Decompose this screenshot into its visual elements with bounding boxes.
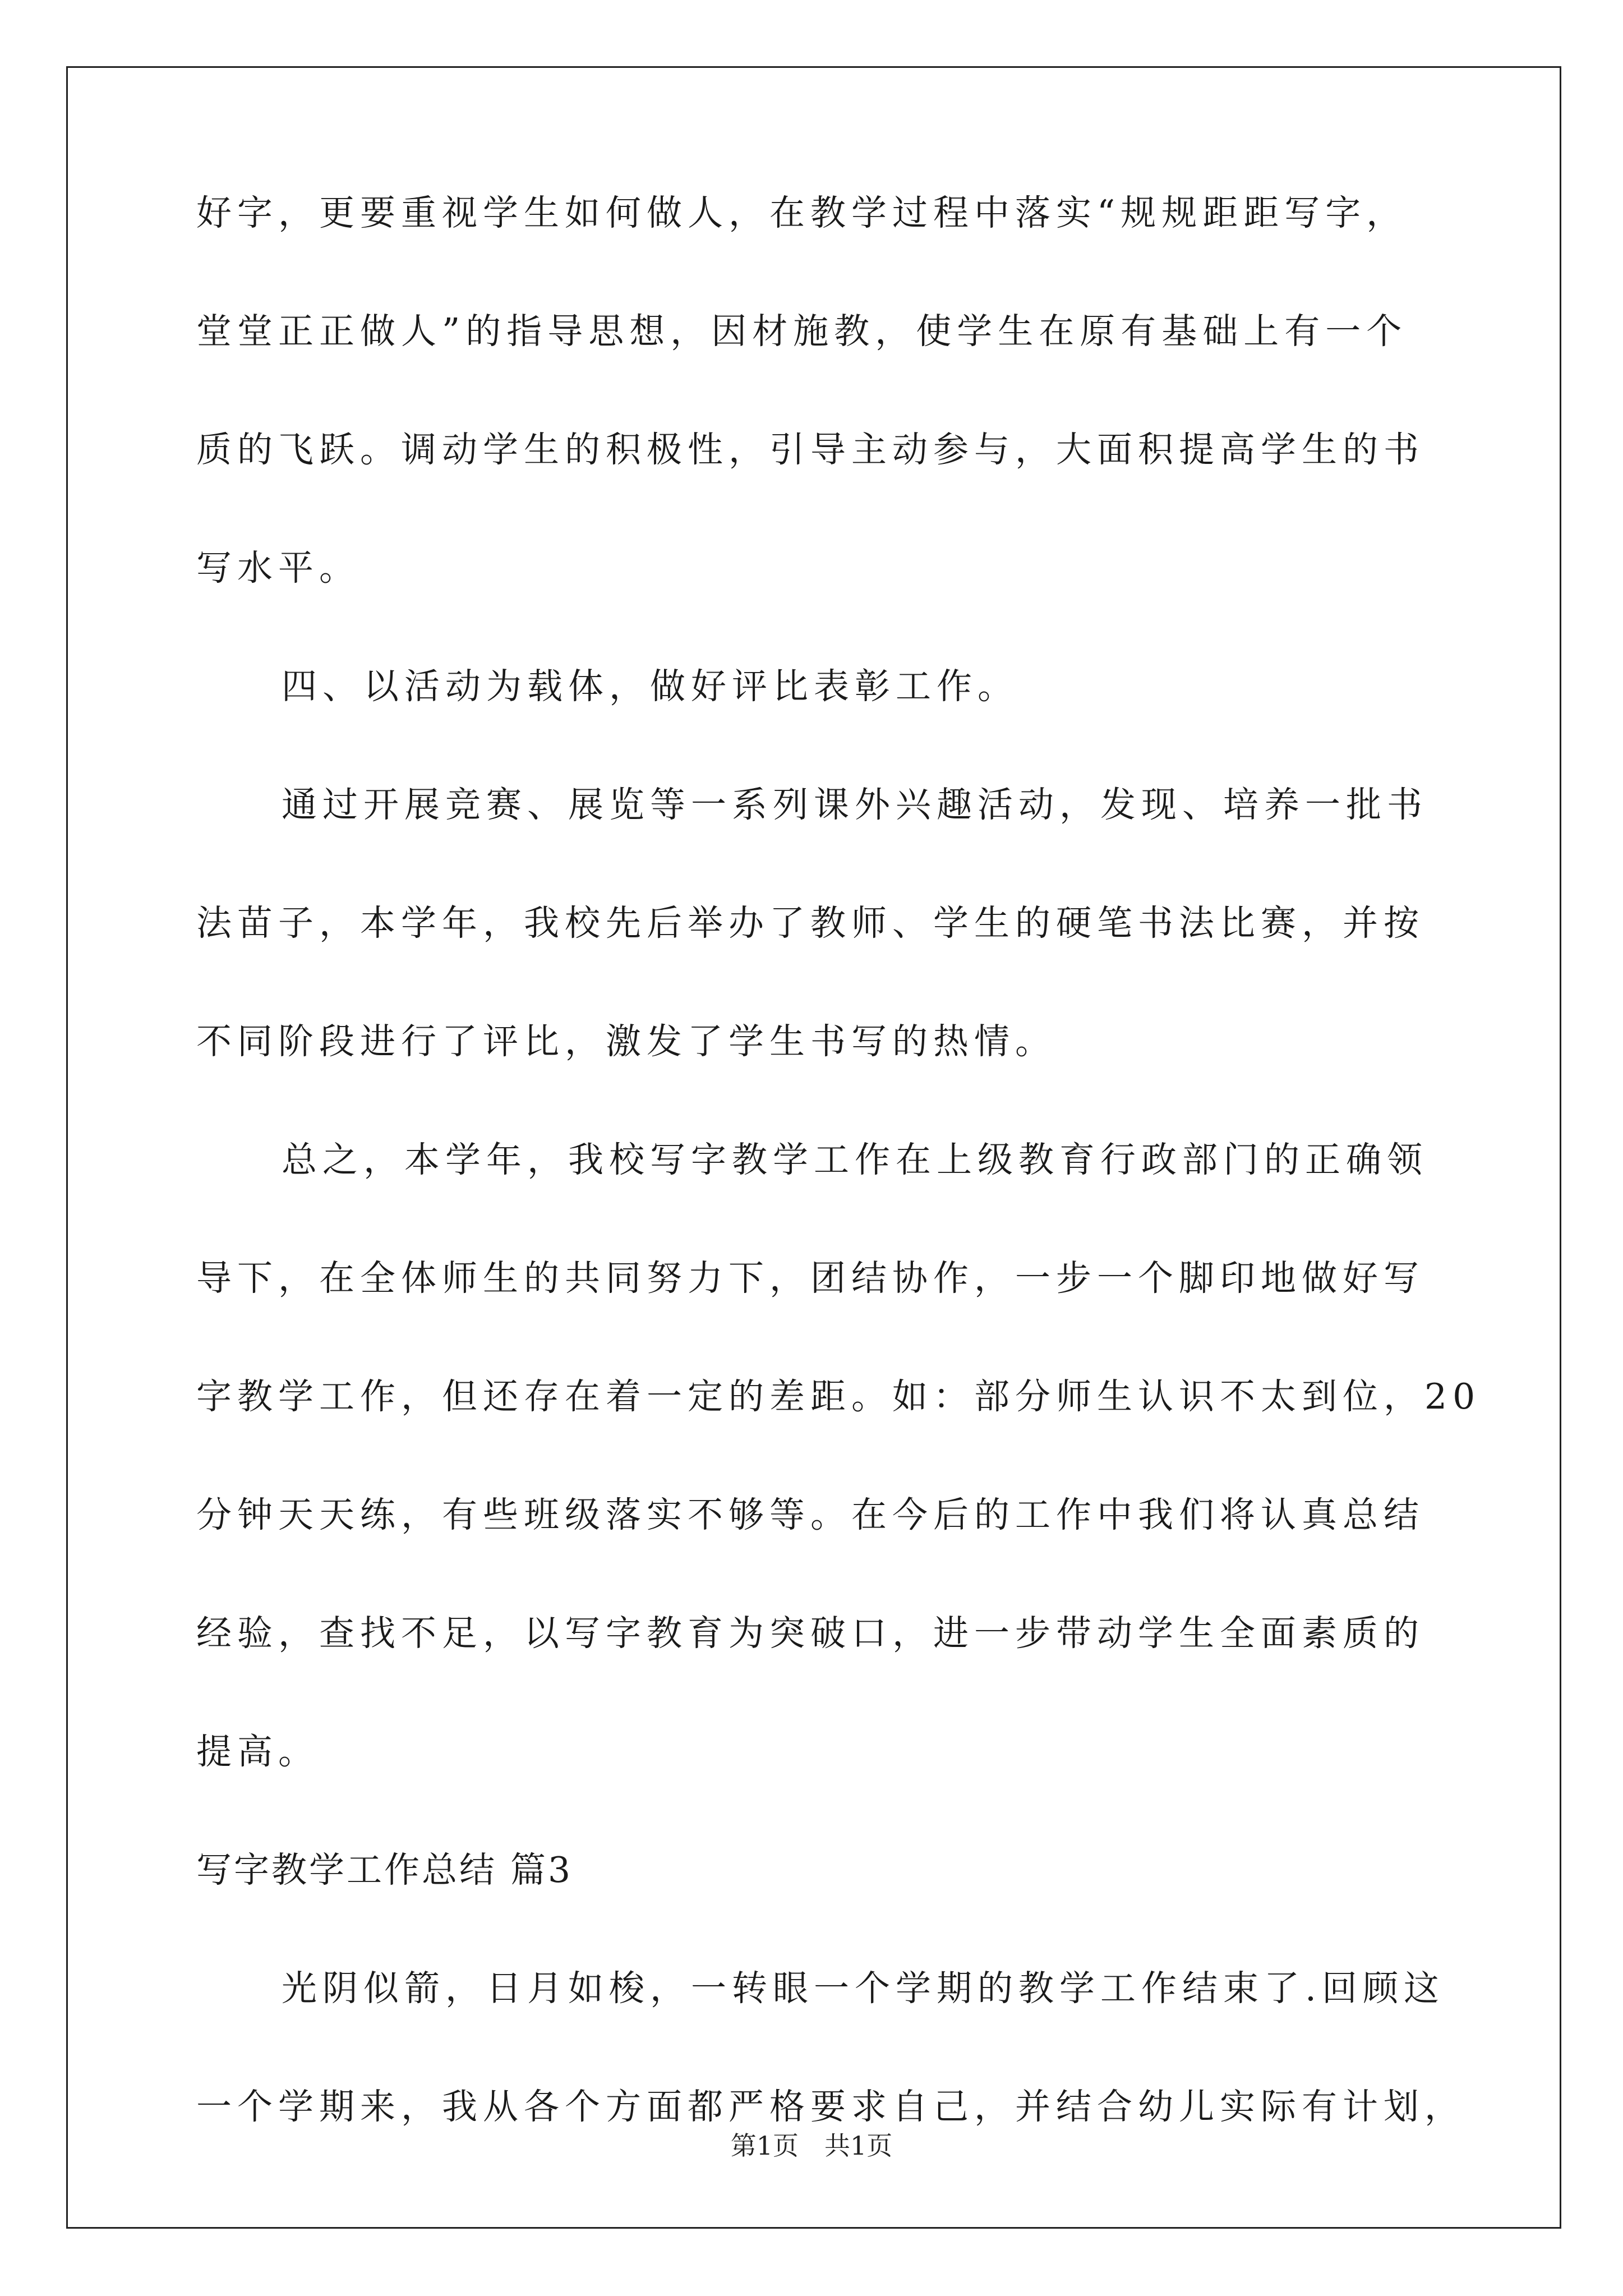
text-line: 堂堂正正做人”的指导思想，因材施教，使学生在原有基础上有一个 (196, 311, 1408, 352)
paragraph-start: 光阴似箭，日月如梭，一转眼一个学期的教学工作结束了.回顾这 (282, 1968, 1445, 2009)
text-line: 质的飞跃。调动学生的积极性，引导主动参与，大面积提高学生的书 (196, 429, 1424, 470)
text-line: 导下，在全体师生的共同努力下，团结协作，一步一个脚印地做好写 (196, 1258, 1424, 1299)
text-line: 好字，更要重视学生如何做人，在教学过程中落实“规规距距写字， (196, 192, 1408, 233)
text-line: 经验，查找不足，以写字教育为突破口，进一步带动学生全面素质的 (196, 1613, 1424, 1654)
paragraph-start: 通过开展竞赛、展览等一系列课外兴趣活动，发现、培养一批书 (282, 784, 1428, 825)
article-title: 写字教学工作总结 篇3 (196, 1849, 573, 1890)
text-line: 一个学期来，我从各个方面都严格要求自己，并结合幼儿实际有计划， (196, 2086, 1465, 2127)
section-heading: 四、以活动为载体，做好评比表彰工作。 (282, 666, 1018, 707)
text-line: 提高。 (196, 1731, 319, 1772)
text-line: 不同阶段进行了评比，激发了学生书写的热情。 (196, 1021, 1056, 1062)
text-line: 分钟天天练，有些班级落实不够等。在今后的工作中我们将认真总结 (196, 1494, 1424, 1535)
text-line: 法苗子，本学年，我校先后举办了教师、学生的硬笔书法比赛，并按 (196, 903, 1424, 944)
paragraph-start: 总之，本学年，我校写字教学工作在上级教育行政部门的正确领 (282, 1139, 1428, 1180)
text-line: 字教学工作，但还存在着一定的差距。如：部分师生认识不太到位，20 (196, 1376, 1481, 1417)
page-number: 第1页 共1页 (730, 2131, 893, 2161)
text-line: 写水平。 (196, 547, 360, 588)
